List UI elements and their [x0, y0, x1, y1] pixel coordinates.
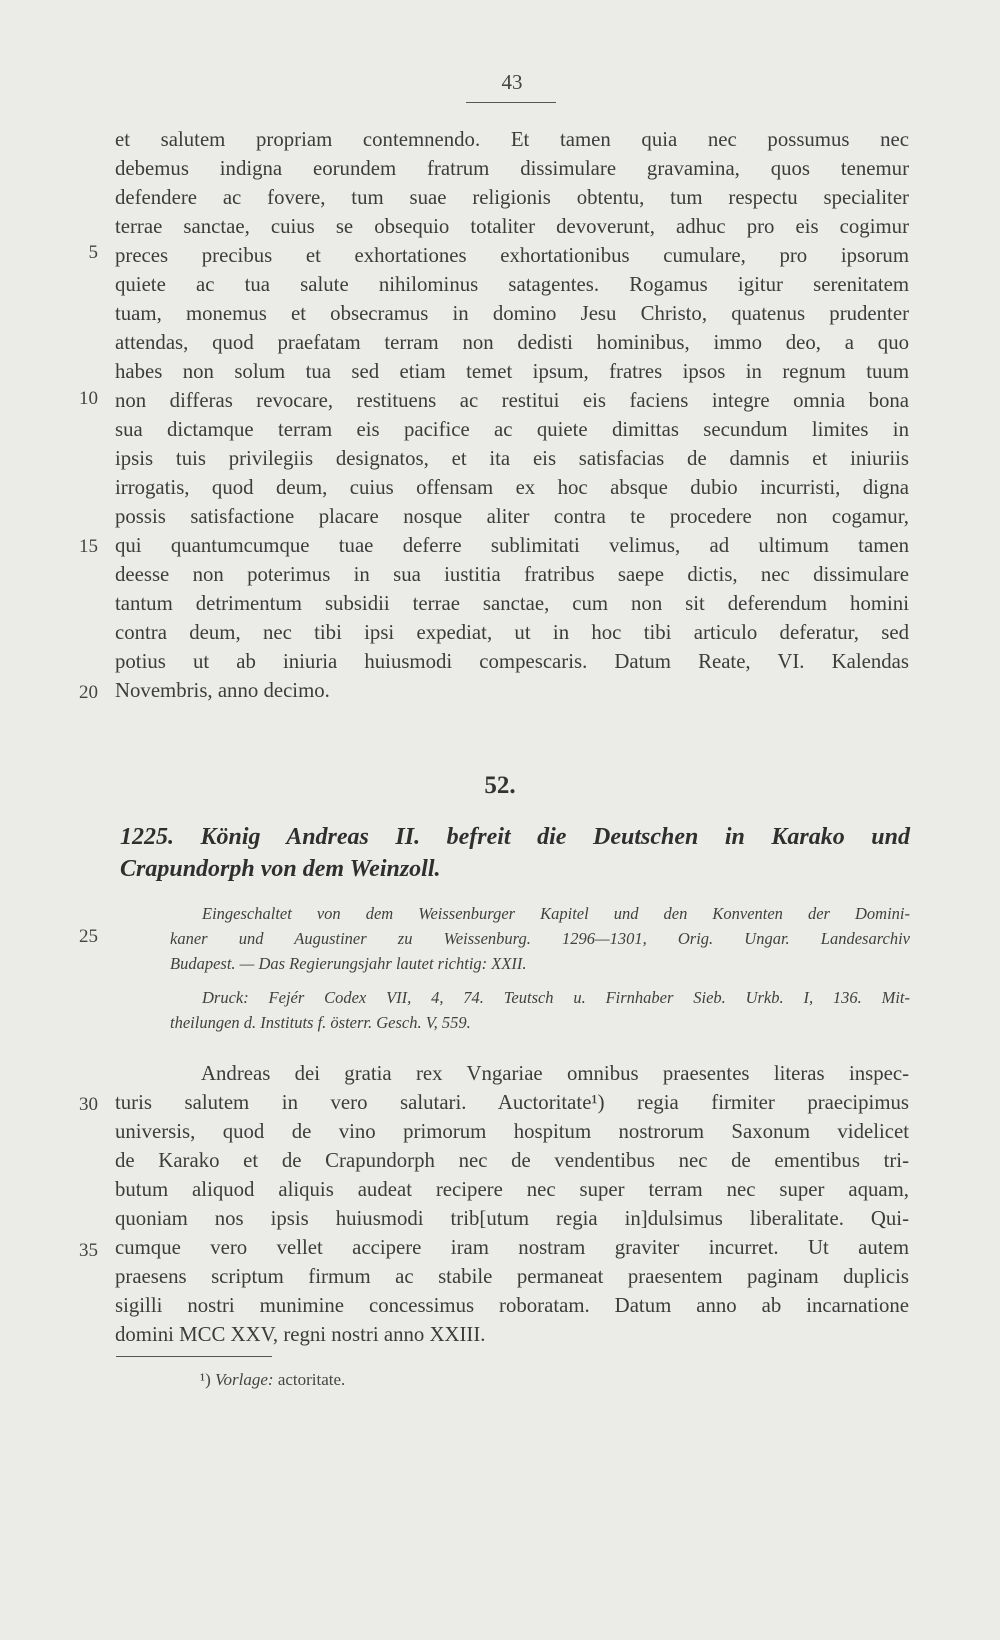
- document-number: 52.: [484, 772, 516, 799]
- line-number: 30: [79, 1094, 98, 1115]
- note-line: Druck: Fejér Codex VII, 4, 74. Teutsch u. Firnhaber Sieb. Urkb. I, 136. Mit-: [202, 988, 910, 1007]
- text-line: ipsis tuis privilegiis designatos, et ita eis satisfacias de damnis et iniuriis: [115, 447, 909, 470]
- text-line: de Karako et de Crapundorph nec de vendentibus nec de ementibus tri-: [115, 1149, 909, 1172]
- text-line: contra deum, nec tibi ipsi expediat, ut in hoc tibi articulo deferatur, sed: [115, 621, 909, 644]
- line-number: 25: [79, 926, 98, 947]
- text-line: butum aliquod aliquis audeat recipere nec super terram nec super aquam,: [115, 1178, 909, 1201]
- heading-line: 1225. König Andreas II. befreit die Deutschen in Karako und: [120, 824, 910, 850]
- text-line: sua dictamque terram eis pacifice ac quiete dimittas secundum limites in: [115, 418, 909, 441]
- text-line: potius ut ab iniuria huiusmodi compescaris. Datum Reate, VI. Kalendas: [115, 650, 909, 673]
- text-line: deesse non poterimus in sua iustitia fratribus saepe dictis, nec dissimulare: [115, 563, 909, 586]
- note-line: Eingeschaltet von dem Weissenburger Kapitel und den Konventen der Domini-: [202, 904, 910, 923]
- footnote-text: actoritate.: [277, 1370, 346, 1389]
- note-line: Budapest. — Das Regierungsjahr lautet richtig: XXII.: [170, 954, 527, 973]
- note-line: kaner und Augustiner zu Weissenburg. 1296—1301, Orig. Ungar. Landesarchiv: [170, 929, 910, 948]
- text-line: preces precibus et exhortationes exhortationibus cumulare, pro ipsorum: [115, 244, 909, 267]
- text-line: possis satisfactione placare nosque aliter contra te procedere non cogamur,: [115, 505, 909, 528]
- text-line: tuam, monemus et obsecramus in domino Jesu Christo, quatenus prudenter: [115, 302, 909, 325]
- text-line: habes non solum tua sed etiam temet ipsum, fratres ipsos in regnum tuum: [115, 360, 909, 383]
- footnote-marker: ¹): [200, 1370, 211, 1389]
- footnote-label: Vorlage:: [215, 1370, 274, 1389]
- text-line: irrogatis, quod deum, cuius offensam ex hoc absque dubio incurristi, digna: [115, 476, 909, 499]
- line-number: 20: [79, 682, 98, 703]
- text-line: praesens scriptum firmum ac stabile permaneat praesentem paginam duplicis: [115, 1265, 909, 1288]
- text-line: defendere ac fovere, tum suae religionis obtentu, tum respectu specialiter: [115, 186, 909, 209]
- note-line: theilungen d. Instituts f. österr. Gesch. V, 559.: [170, 1013, 471, 1032]
- page-number-rule: [466, 102, 556, 103]
- text-line: terrae sanctae, cuius se obsequio totaliter devoverunt, adhuc pro eis cogimur: [115, 215, 909, 238]
- text-line: qui quantumcumque tuae deferre sublimitati velimus, ad ultimum tamen: [115, 534, 909, 557]
- text-line: universis, quod de vino primorum hospitum nostrorum Saxonum videlicet: [115, 1120, 909, 1143]
- footnote-rule: [116, 1356, 272, 1357]
- text-line: non differas revocare, restituens ac restitui eis faciens integre omnia bona: [115, 389, 909, 412]
- text-line: et salutem propriam contemnendo. Et tamen quia nec possumus nec: [115, 128, 909, 151]
- line-number: 5: [88, 242, 98, 263]
- text-line: debemus indigna eorundem fratrum dissimulare gravamina, quos tenemur: [115, 157, 909, 180]
- text-line: attendas, quod praefatam terram non dedisti hominibus, immo deo, a quo: [115, 331, 909, 354]
- text-line: quoniam nos ipsis huiusmodi trib[utum regia in]dulsimus liberalitate. Qui-: [115, 1207, 909, 1230]
- line-number: 10: [79, 388, 98, 409]
- line-number: 35: [79, 1240, 98, 1261]
- text-line: turis salutem in vero salutari. Auctoritate¹) regia firmiter praecipimus: [115, 1091, 909, 1114]
- line-number: 15: [79, 536, 98, 557]
- text-line: quiete ac tua salute nihilominus satagentes. Rogamus igitur serenitatem: [115, 273, 909, 296]
- heading-line: Crapundorph von dem Weinzoll.: [120, 856, 441, 882]
- text-line: sigilli nostri munimine concessimus roboratam. Datum anno ab incarnatione: [115, 1294, 909, 1317]
- footnote: [200, 1370, 345, 1390]
- text-line: tantum detrimentum subsidii terrae sanctae, cum non sit deferendum homini: [115, 592, 909, 615]
- text-line: Novembris, anno decimo.: [115, 679, 330, 702]
- page-number: 43: [501, 70, 523, 94]
- text-line: cumque vero vellet accipere iram nostram graviter incurret. Ut autem: [115, 1236, 909, 1259]
- text-line: domini MCC XXV, regni nostri anno XXIII.: [115, 1323, 486, 1346]
- text-line: Andreas dei gratia rex Vngariae omnibus praesentes literas inspec-: [201, 1062, 909, 1085]
